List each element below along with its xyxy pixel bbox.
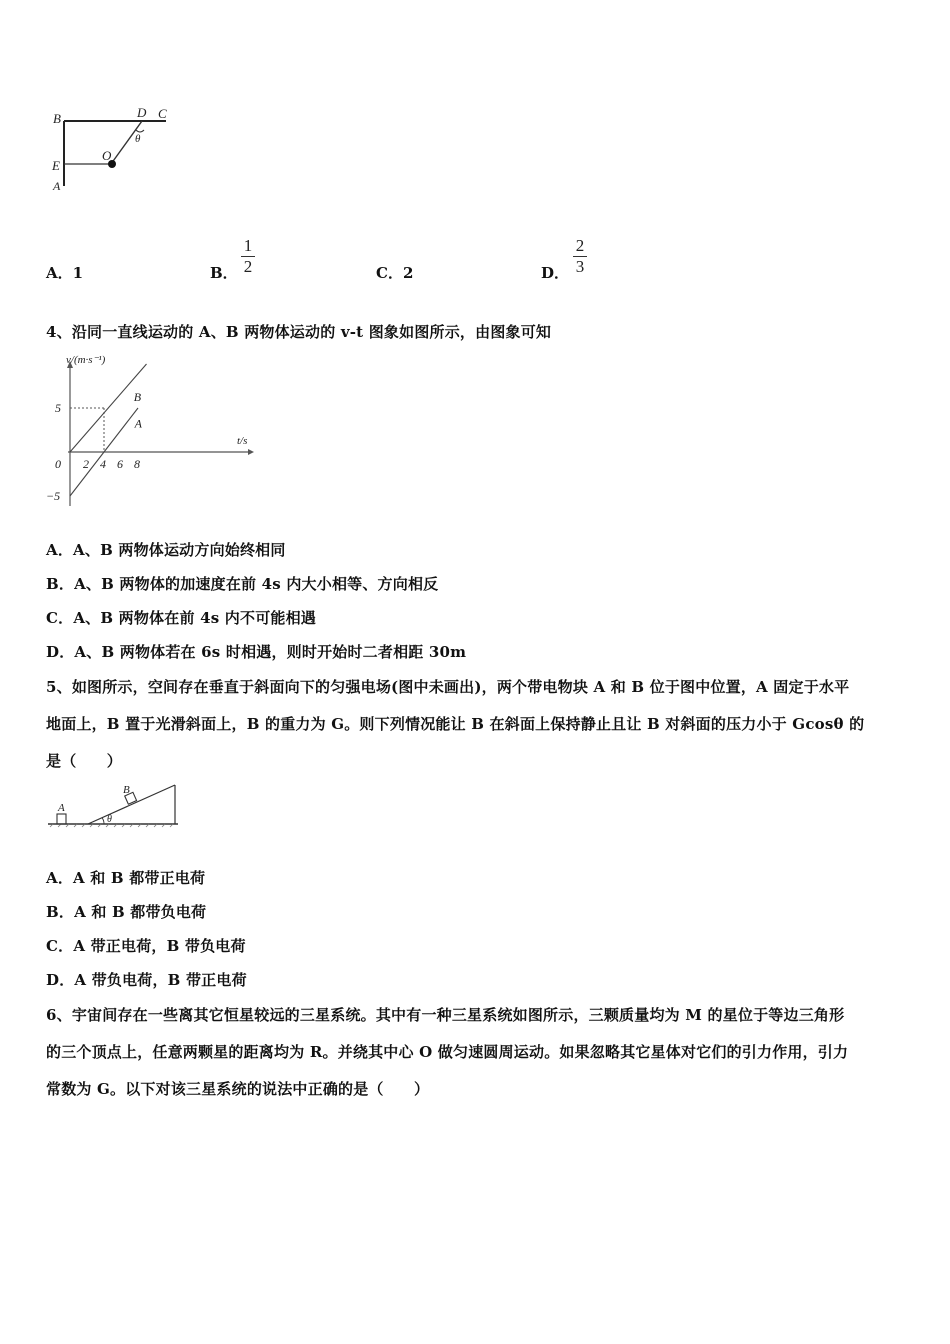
- label-o: O: [102, 148, 112, 163]
- q4-stem: 4、沿同一直线运动的 A、B 两物体运动的 v-t 图象如图所示，由图象可知: [46, 323, 552, 341]
- q6-stem-line-3: 常数为 G。以下对该三星系统的说法中正确的是（ ）: [46, 1080, 430, 1098]
- label-a: A: [58, 802, 65, 814]
- x-tick-label: 4: [100, 457, 106, 471]
- fraction-denominator: 3: [575, 257, 585, 276]
- option-text: 1: [72, 264, 84, 282]
- incline-surface: [88, 785, 175, 824]
- q4-option-a: A．A、B 两物体运动方向始终相同: [46, 541, 286, 559]
- option-letter: C．: [376, 264, 403, 282]
- y-tick-label: −5: [46, 489, 61, 503]
- q4-option-c: C．A、B 两物体在前 4s 内不可能相遇: [46, 609, 317, 627]
- series-label-b: B: [133, 389, 142, 404]
- q5-stem-line-1: 5、如图所示，空间存在垂直于斜面向下的匀强电场(图中未画出)，两个带电物块 A 和 B 位于图中位置，A 固定于水平: [46, 678, 850, 696]
- x-axis-arrow: [248, 449, 254, 455]
- option-letter: B．: [210, 264, 238, 282]
- q5-option-d: D．A 带负电荷，B 带正电荷: [46, 971, 247, 989]
- x-tick-label: 2: [83, 457, 89, 471]
- theta-arc: [102, 818, 104, 824]
- q3-option-b-fraction: [241, 236, 255, 277]
- origin-label: 0: [55, 457, 61, 471]
- label-d: D: [137, 105, 147, 120]
- label-a: A: [53, 179, 61, 193]
- vt-chart: [44, 348, 259, 513]
- label-theta: θ: [107, 814, 112, 825]
- y-tick-label: 5: [55, 401, 61, 415]
- x-axis-label: t/s: [237, 435, 248, 447]
- x-tick-label: 8: [134, 457, 140, 471]
- option-letter: A．: [46, 264, 73, 282]
- q5-stem-line-2: 地面上，B 置于光滑斜面上，B 的重力为 G。则下列情况能让 B 在斜面上保持静止且让 B 对斜面的压力小于 Gcosθ 的: [46, 715, 865, 733]
- q5-option-a: A．A 和 B 都带正电荷: [46, 869, 206, 887]
- q3-option-a: [46, 262, 83, 283]
- q4-option-b: B．A、B 两物体的加速度在前 4s 内大小相等、方向相反: [46, 575, 439, 593]
- y-axis-label: v/(m·s⁻¹): [66, 354, 106, 366]
- fraction-denominator: 2: [243, 257, 253, 276]
- q5-option-c: C．A 带正电荷，B 带负电荷: [46, 937, 246, 955]
- label-c: C: [158, 106, 167, 121]
- q3-option-d-fraction: [573, 236, 587, 277]
- fraction-numerator: 2: [573, 236, 587, 257]
- label-theta: θ: [135, 133, 141, 145]
- q6-stem-line-2: 的三个顶点上，任意两颗星的距离均为 R。并绕其中心 O 做匀速圆周运动。如果忽略其它星体对它们的引力作用，引力: [46, 1043, 849, 1061]
- series-label-a: A: [134, 416, 142, 431]
- q3-option-b: [210, 262, 238, 283]
- q3-option-d: [541, 262, 569, 283]
- series-line-b: [70, 364, 147, 452]
- block-a: [57, 814, 66, 824]
- q3-figure: [40, 100, 190, 200]
- fraction-numerator: 1: [241, 236, 255, 257]
- q5-option-b: B．A 和 B 都带负电荷: [46, 903, 207, 921]
- q5-figure: [44, 780, 184, 830]
- q3-option-c: [376, 262, 413, 283]
- label-b: B: [123, 784, 130, 796]
- option-text: 2: [402, 264, 414, 282]
- option-letter: D．: [541, 264, 570, 282]
- label-b: B: [53, 111, 61, 126]
- x-tick-label: 6: [117, 457, 123, 471]
- q6-stem-line-1: 6、宇宙间存在一些离其它恒星较远的三星系统。其中有一种三星系统如图所示，三颗质量均为 M 的星位于等边三角形: [46, 1006, 845, 1024]
- label-e: E: [52, 158, 60, 173]
- q4-option-d: D．A、B 两物体若在 6s 时相遇，则时开始时二者相距 30m: [46, 643, 467, 661]
- q5-stem-line-3: 是（ ）: [46, 752, 123, 770]
- theta-arc: [136, 130, 144, 132]
